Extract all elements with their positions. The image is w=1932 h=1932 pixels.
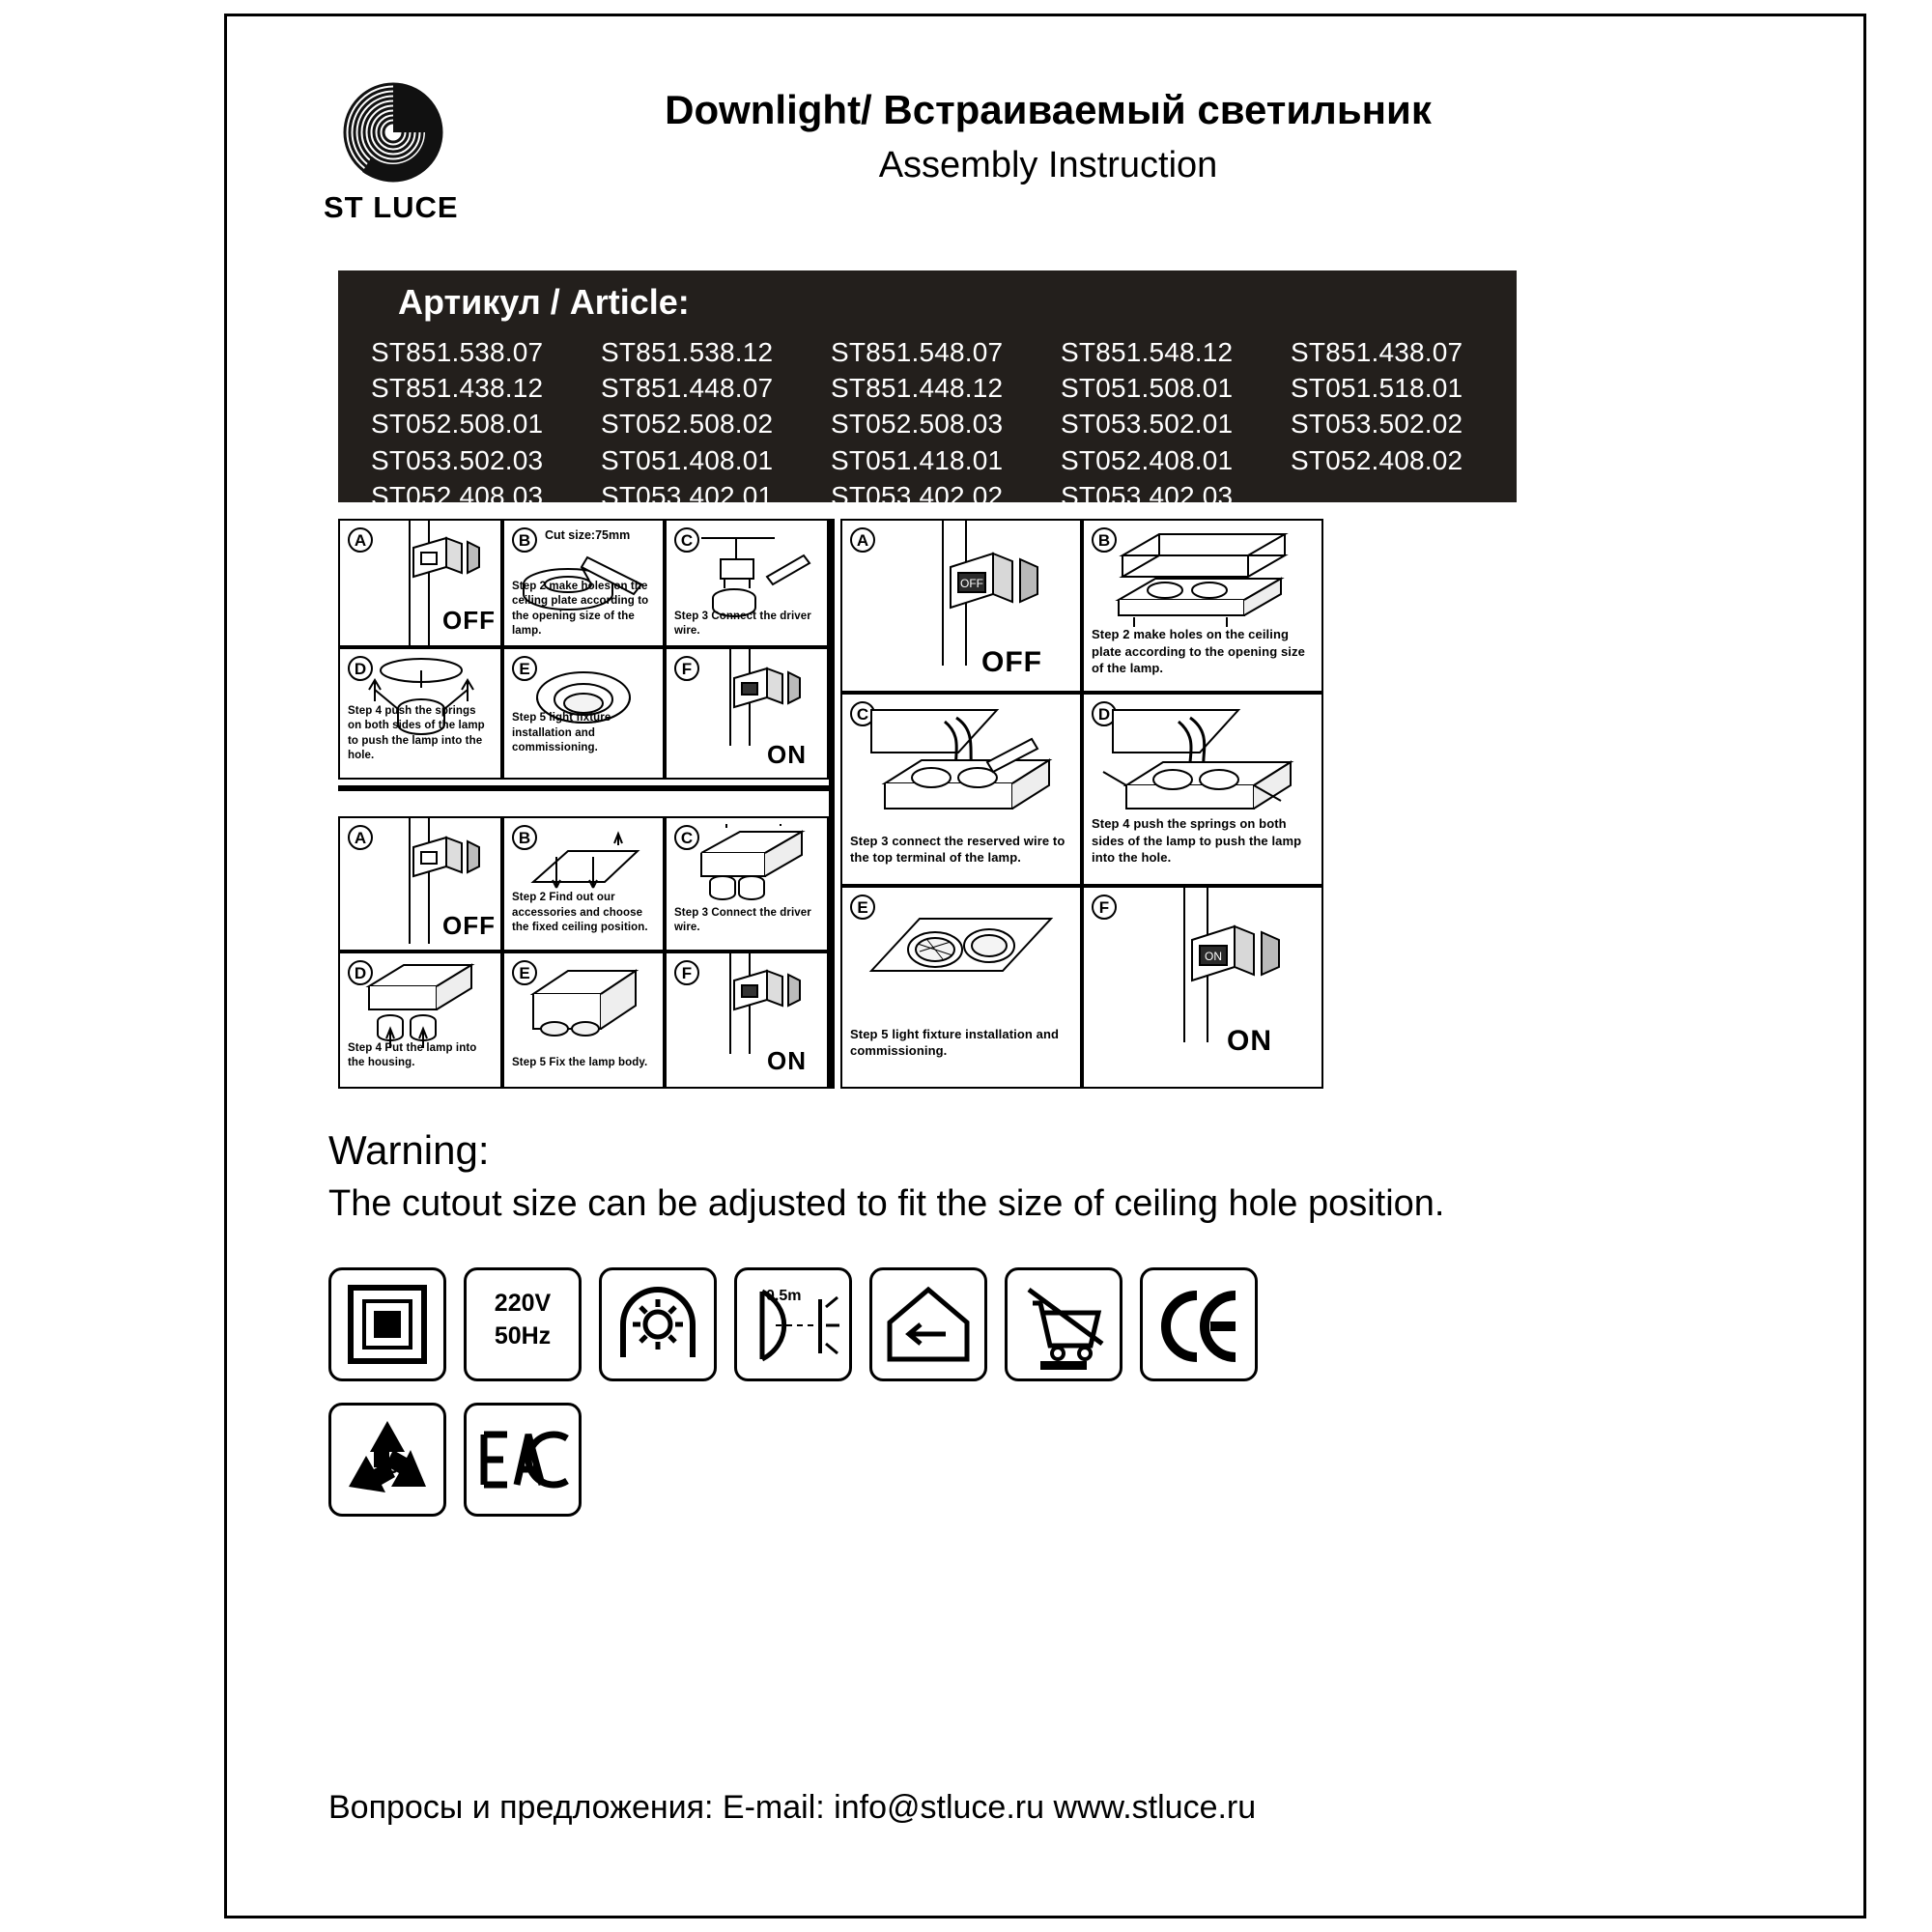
article-code: ST051.518.01 bbox=[1291, 373, 1463, 404]
diagram-step-f1 bbox=[665, 647, 829, 780]
step-badge: C bbox=[674, 527, 699, 553]
step-badge: F bbox=[1092, 895, 1117, 920]
diagram-step-b1 bbox=[502, 519, 665, 647]
article-code: ST851.538.07 bbox=[371, 337, 544, 367]
warning-text: The cutout size can be adjusted to fit the size of ceiling hole position. bbox=[328, 1183, 1445, 1224]
step-badge: E bbox=[512, 960, 537, 985]
article-code: ST052.508.02 bbox=[601, 409, 774, 440]
diagram-step-b2 bbox=[502, 816, 665, 952]
step-caption: Step 5 Fix the lamp body. bbox=[512, 1057, 648, 1069]
step-badge: D bbox=[348, 656, 373, 681]
article-code bbox=[1277, 478, 1507, 514]
diagram-step-e1 bbox=[502, 647, 665, 780]
step-badge: A bbox=[348, 825, 373, 850]
step-caption: Step 3 connect the reserved wire to the top terminal of the lamp. bbox=[850, 833, 1065, 866]
contact-email: Вопросы и предложения: E-mail: info@stluce.ru www.stluce.ru bbox=[328, 1789, 1257, 1826]
article-code: ST851.438.07 bbox=[1291, 337, 1463, 367]
no-household-waste-icon bbox=[1005, 1267, 1122, 1381]
voltage-icon bbox=[464, 1267, 582, 1381]
switch-state-label: ON bbox=[767, 740, 807, 769]
step-caption: Step 4 push the springs on both sides of the lamp to push the lamp into the hole. bbox=[348, 704, 485, 762]
step-badge: F bbox=[674, 656, 699, 681]
article-code: ST851.538.12 bbox=[601, 337, 774, 367]
article-code: ST051.418.01 bbox=[831, 444, 1004, 475]
step-caption: Step 4 Put the lamp into the housing. bbox=[348, 1041, 477, 1069]
svg-text:20: 20 bbox=[375, 1454, 400, 1478]
voltage-value: 220V bbox=[494, 1290, 552, 1317]
step-badge: E bbox=[512, 656, 537, 681]
article-code: ST851.548.07 bbox=[831, 337, 1004, 367]
article-code: ST851.448.07 bbox=[601, 373, 774, 404]
article-code: ST851.448.12 bbox=[831, 373, 1004, 404]
diagram-step-c3 bbox=[840, 693, 1082, 886]
article-code: ST052.508.03 bbox=[831, 409, 1004, 440]
diagram-step-d1 bbox=[338, 647, 502, 780]
diagram-step-c1 bbox=[665, 519, 829, 647]
switch-state-label: OFF bbox=[442, 606, 496, 635]
step-badge: B bbox=[512, 527, 537, 553]
article-code: ST851.548.12 bbox=[1061, 337, 1234, 367]
recycle-icon bbox=[328, 1403, 446, 1517]
diagram-step-e3 bbox=[840, 886, 1082, 1089]
ce-mark-icon bbox=[1140, 1267, 1258, 1381]
article-code: ST053.402.03 bbox=[1061, 480, 1234, 511]
step-badge: A bbox=[850, 527, 875, 553]
article-code-grid bbox=[357, 334, 1507, 514]
table-row bbox=[357, 442, 1507, 478]
page-subtitle: Assembly Instruction bbox=[878, 145, 1218, 185]
article-code: ST851.438.12 bbox=[371, 373, 544, 404]
step-badge: E bbox=[850, 895, 875, 920]
article-code: ST053.502.02 bbox=[1291, 409, 1463, 440]
step-badge: B bbox=[1092, 527, 1117, 553]
diagram-step-a3 bbox=[840, 519, 1082, 693]
diagram-step-b3 bbox=[1082, 519, 1323, 693]
diagram-step-a1 bbox=[338, 519, 502, 647]
heat-lamp-icon bbox=[599, 1267, 717, 1381]
diagram-step-f2 bbox=[665, 952, 829, 1089]
min-distance-label: 0.5m bbox=[766, 1288, 802, 1304]
switch-state-label: OFF bbox=[981, 646, 1042, 678]
article-code: ST052.508.01 bbox=[371, 409, 544, 440]
diagram-step-c2 bbox=[665, 816, 829, 952]
diagram-step-d2 bbox=[338, 952, 502, 1089]
frequency-value: 50Hz bbox=[494, 1322, 552, 1350]
horizontal-divider bbox=[338, 785, 829, 791]
switch-state-label: ON bbox=[1227, 1025, 1272, 1057]
article-code: ST051.408.01 bbox=[601, 444, 774, 475]
article-code: ST052.408.03 bbox=[371, 480, 544, 511]
brand-name: ST LUCE bbox=[324, 190, 459, 224]
min-distance-icon bbox=[734, 1267, 852, 1381]
brand-logo bbox=[324, 79, 469, 234]
article-code: ST052.408.02 bbox=[1291, 444, 1463, 475]
step-caption: Step 2 make holes on the ceiling plate according to the opening size of the lamp. bbox=[1092, 627, 1305, 676]
page-title: Downlight/ Встраиваемый светильник bbox=[665, 87, 1432, 132]
step-badge: A bbox=[348, 527, 373, 553]
article-code: ST053.402.01 bbox=[601, 480, 774, 511]
step-badge: B bbox=[512, 825, 537, 850]
step-caption: Step 5 light fixture installation and commissioning. bbox=[850, 1026, 1060, 1059]
warning-title: Warning: bbox=[328, 1127, 490, 1173]
svg-text:OFF: OFF bbox=[960, 577, 983, 590]
vertical-divider bbox=[829, 519, 835, 1089]
step-caption: Step 2 make holes on the ceiling plate according to the opening size of the lamp. bbox=[512, 580, 649, 638]
table-row bbox=[357, 334, 1507, 370]
spiral-logo-icon bbox=[333, 79, 459, 185]
step-caption: Step 2 Find out our accessories and choose the fixed ceiling position. bbox=[512, 892, 648, 934]
table-row bbox=[357, 478, 1507, 514]
diagram-area bbox=[338, 519, 1546, 1098]
eac-mark-icon bbox=[464, 1403, 582, 1517]
recessed-square-icon bbox=[328, 1267, 446, 1381]
svg-text:ON: ON bbox=[1205, 950, 1222, 963]
article-box bbox=[338, 270, 1517, 511]
diagram-step-f3 bbox=[1082, 886, 1323, 1089]
table-row bbox=[357, 370, 1507, 406]
indoor-use-icon bbox=[869, 1267, 987, 1381]
article-code: ST052.408.01 bbox=[1061, 444, 1234, 475]
step-badge: D bbox=[1092, 701, 1117, 726]
step-badge: F bbox=[674, 960, 699, 985]
step-badge: C bbox=[850, 701, 875, 726]
article-code: ST051.508.01 bbox=[1061, 373, 1234, 404]
step-caption: Step 5 light fixture installation and commissioning. bbox=[512, 712, 611, 754]
diagram-step-d3 bbox=[1082, 693, 1323, 886]
step-badge: D bbox=[348, 960, 373, 985]
cut-size-note: Cut size:75mm bbox=[545, 528, 631, 542]
step-caption: Step 3 Connect the driver wire. bbox=[674, 906, 811, 934]
article-code: ST053.502.03 bbox=[371, 444, 544, 475]
step-caption: Step 4 push the springs on both sides of the lamp to push the lamp into the hole. bbox=[1092, 816, 1302, 866]
table-row bbox=[357, 406, 1507, 441]
article-code: ST053.502.01 bbox=[1061, 409, 1234, 440]
step-caption: Step 3 Connect the driver wire. bbox=[674, 610, 811, 638]
switch-state-label: ON bbox=[767, 1046, 807, 1075]
step-badge: C bbox=[674, 825, 699, 850]
diagram-step-e2 bbox=[502, 952, 665, 1089]
article-code: ST053.402.02 bbox=[831, 480, 1004, 511]
article-label: Артикул / Article: bbox=[398, 282, 690, 322]
sheet-border bbox=[224, 14, 1866, 1918]
switch-state-label: OFF bbox=[442, 911, 496, 940]
diagram-step-a2 bbox=[338, 816, 502, 952]
